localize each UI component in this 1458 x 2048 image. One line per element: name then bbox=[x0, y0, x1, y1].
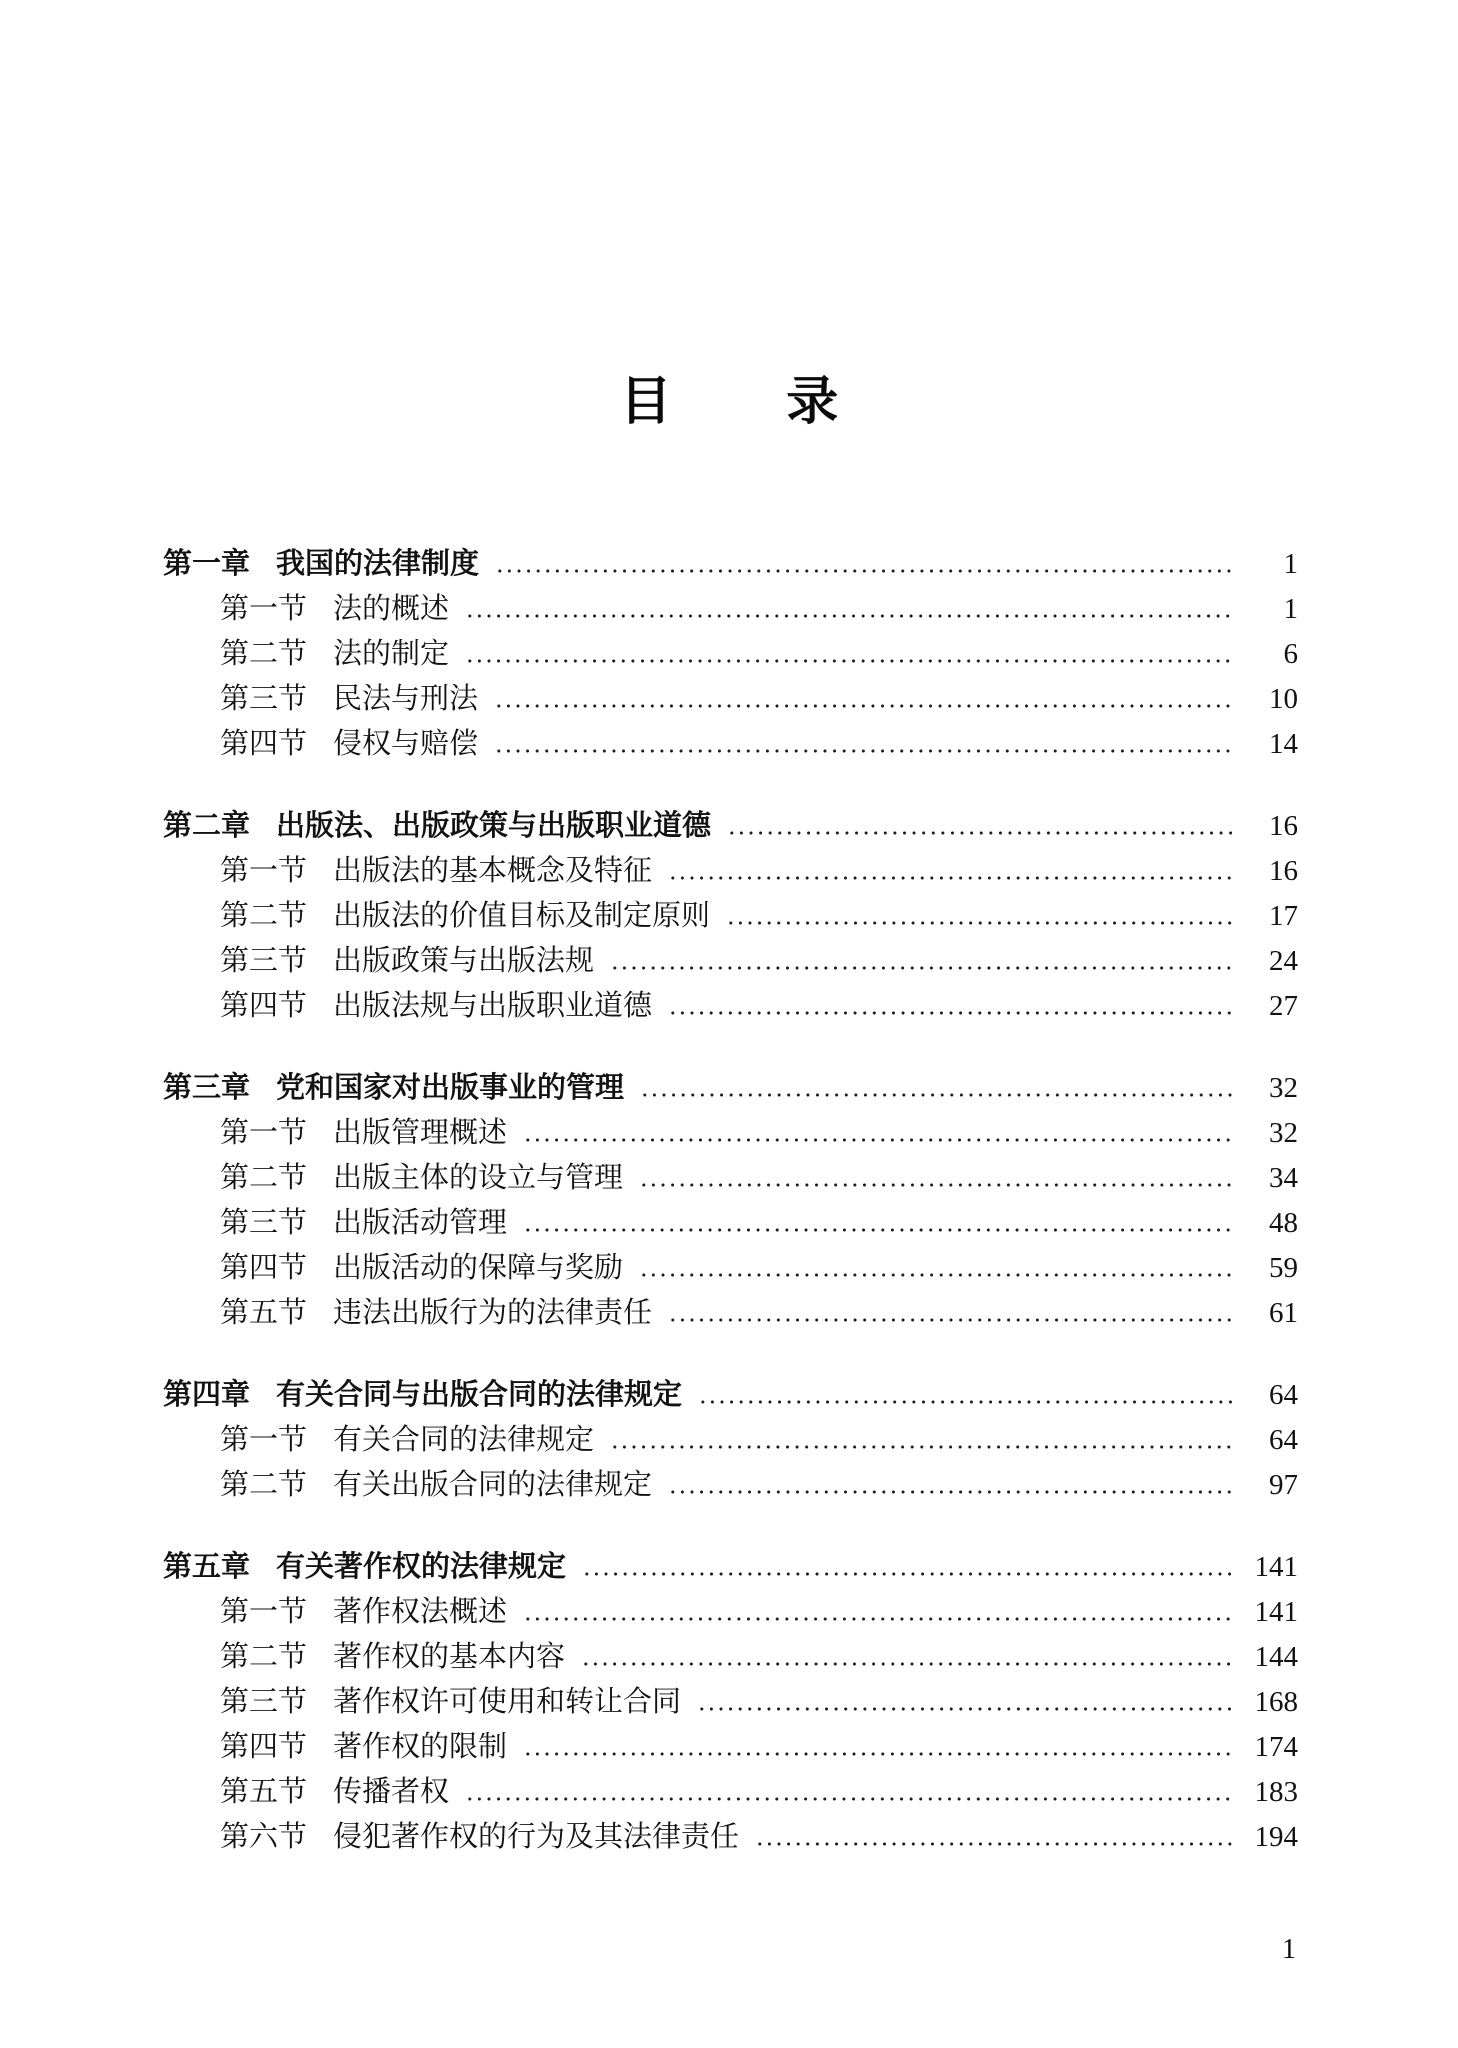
toc-section-row bbox=[0, 1590, 1458, 1635]
page-number: 16 bbox=[1269, 810, 1298, 842]
dot-leader bbox=[582, 1545, 1232, 1590]
dot-leader bbox=[523, 1111, 1232, 1156]
section-title: 出版主体的设立与管理 bbox=[333, 1162, 624, 1194]
toc-section-row bbox=[0, 1770, 1458, 1815]
toc-chapter-row bbox=[0, 542, 1458, 587]
dot-leader bbox=[639, 1156, 1232, 1201]
dot-leader bbox=[494, 677, 1232, 722]
section-number: 第二节 bbox=[220, 1162, 308, 1194]
section-title: 出版法的基本概念及特征 bbox=[333, 855, 653, 887]
chapter-number: 第五章 bbox=[163, 1551, 251, 1583]
dot-leader bbox=[640, 1066, 1232, 1111]
chapter-block bbox=[0, 804, 1458, 1029]
toc-section-row bbox=[0, 984, 1458, 1029]
dot-leader bbox=[610, 939, 1232, 984]
section-number: 第一节 bbox=[220, 1117, 308, 1149]
page-number: 141 bbox=[1254, 1551, 1298, 1583]
page-number: 24 bbox=[1269, 945, 1298, 977]
page-number: 1 bbox=[1283, 548, 1298, 580]
dot-leader bbox=[668, 849, 1232, 894]
dot-leader bbox=[727, 804, 1232, 849]
toc-section-row bbox=[0, 1291, 1458, 1336]
dot-leader bbox=[639, 1246, 1232, 1291]
toc-section-row bbox=[0, 587, 1458, 632]
toc-chapter-row bbox=[0, 1373, 1458, 1418]
section-number: 第二节 bbox=[220, 900, 308, 932]
section-title: 著作权的基本内容 bbox=[333, 1641, 566, 1673]
dot-leader bbox=[465, 587, 1232, 632]
chapter-block bbox=[0, 1373, 1458, 1508]
page-number: 32 bbox=[1269, 1117, 1298, 1149]
dot-leader bbox=[755, 1815, 1232, 1860]
page-number: 64 bbox=[1269, 1424, 1298, 1456]
chapter-number: 第二章 bbox=[163, 810, 251, 842]
page-number: 32 bbox=[1269, 1072, 1298, 1104]
dot-leader bbox=[581, 1635, 1232, 1680]
section-number: 第五节 bbox=[220, 1297, 308, 1329]
toc-section-row bbox=[0, 1418, 1458, 1463]
toc-list bbox=[0, 542, 1458, 1897]
page-number: 16 bbox=[1269, 855, 1298, 887]
toc-section-row bbox=[0, 939, 1458, 984]
section-number: 第一节 bbox=[220, 593, 308, 625]
section-number: 第一节 bbox=[220, 1424, 308, 1456]
section-number: 第六节 bbox=[220, 1821, 308, 1853]
dot-leader bbox=[668, 1291, 1232, 1336]
dot-leader bbox=[495, 542, 1232, 587]
toc-section-row bbox=[0, 1635, 1458, 1680]
dot-leader bbox=[523, 1201, 1232, 1246]
section-number: 第三节 bbox=[220, 1686, 308, 1718]
chapter-number: 第四章 bbox=[163, 1379, 251, 1411]
page-number: 14 bbox=[1269, 728, 1298, 760]
dot-leader bbox=[465, 1770, 1232, 1815]
toc-section-row bbox=[0, 1156, 1458, 1201]
toc-chapter-row bbox=[0, 1066, 1458, 1111]
section-title: 出版活动的保障与奖励 bbox=[333, 1252, 624, 1284]
chapter-title: 党和国家对出版事业的管理 bbox=[276, 1072, 625, 1104]
toc-chapter-row bbox=[0, 1545, 1458, 1590]
dot-leader bbox=[494, 722, 1232, 767]
section-title: 民法与刑法 bbox=[333, 683, 479, 715]
dot-leader bbox=[697, 1680, 1232, 1725]
section-number: 第一节 bbox=[220, 1596, 308, 1628]
dot-leader bbox=[668, 984, 1232, 1029]
toc-section-row bbox=[0, 1463, 1458, 1508]
page-number: 183 bbox=[1254, 1776, 1298, 1808]
page-number: 168 bbox=[1254, 1686, 1298, 1718]
toc-section-row bbox=[0, 677, 1458, 722]
page-title: 目 录 bbox=[619, 373, 839, 431]
page-number: 17 bbox=[1269, 900, 1298, 932]
toc-chapter-row bbox=[0, 804, 1458, 849]
dot-leader bbox=[668, 1463, 1232, 1508]
section-number: 第五节 bbox=[220, 1776, 308, 1808]
section-number: 第四节 bbox=[220, 728, 308, 760]
chapter-block bbox=[0, 1066, 1458, 1336]
dot-leader bbox=[465, 632, 1232, 677]
toc-section-row bbox=[0, 1111, 1458, 1156]
dot-leader bbox=[726, 894, 1232, 939]
section-number: 第二节 bbox=[220, 638, 308, 670]
section-title: 违法出版行为的法律责任 bbox=[333, 1297, 653, 1329]
section-number: 第三节 bbox=[220, 945, 308, 977]
toc-section-row bbox=[0, 632, 1458, 677]
section-number: 第三节 bbox=[220, 683, 308, 715]
page-number: 59 bbox=[1269, 1252, 1298, 1284]
section-title: 出版法规与出版职业道德 bbox=[333, 990, 653, 1022]
page-number: 97 bbox=[1269, 1469, 1298, 1501]
section-title: 有关出版合同的法律规定 bbox=[333, 1469, 653, 1501]
dot-leader bbox=[523, 1725, 1232, 1770]
folio-page-number: 1 bbox=[1282, 1934, 1296, 1965]
chapter-title: 出版法、出版政策与出版职业道德 bbox=[276, 810, 712, 842]
section-title: 著作权法概述 bbox=[333, 1596, 508, 1628]
section-title: 法的制定 bbox=[333, 638, 450, 670]
toc-section-row bbox=[0, 849, 1458, 894]
section-number: 第三节 bbox=[220, 1207, 308, 1239]
dot-leader bbox=[610, 1418, 1232, 1463]
section-number: 第一节 bbox=[220, 855, 308, 887]
toc-section-row bbox=[0, 1680, 1458, 1725]
page-number: 64 bbox=[1269, 1379, 1298, 1411]
toc-section-row bbox=[0, 1246, 1458, 1291]
page-number: 27 bbox=[1269, 990, 1298, 1022]
chapter-title: 有关合同与出版合同的法律规定 bbox=[276, 1379, 683, 1411]
section-title: 侵犯著作权的行为及其法律责任 bbox=[333, 1821, 740, 1853]
section-title: 著作权许可使用和转让合同 bbox=[333, 1686, 682, 1718]
page-number: 48 bbox=[1269, 1207, 1298, 1239]
toc-section-row bbox=[0, 1201, 1458, 1246]
chapter-block bbox=[0, 542, 1458, 767]
toc-section-row bbox=[0, 1815, 1458, 1860]
section-number: 第四节 bbox=[220, 1252, 308, 1284]
section-number: 第二节 bbox=[220, 1641, 308, 1673]
page-number: 144 bbox=[1254, 1641, 1298, 1673]
page-number: 10 bbox=[1269, 683, 1298, 715]
section-title: 传播者权 bbox=[333, 1776, 450, 1808]
chapter-title: 有关著作权的法律规定 bbox=[276, 1551, 567, 1583]
page-number: 6 bbox=[1283, 638, 1298, 670]
page-number: 141 bbox=[1254, 1596, 1298, 1628]
page-number: 174 bbox=[1254, 1731, 1298, 1763]
section-title: 著作权的限制 bbox=[333, 1731, 508, 1763]
section-title: 出版政策与出版法规 bbox=[333, 945, 595, 977]
page-number: 1 bbox=[1283, 593, 1298, 625]
dot-leader bbox=[523, 1590, 1232, 1635]
section-title: 法的概述 bbox=[333, 593, 450, 625]
section-number: 第四节 bbox=[220, 990, 308, 1022]
page-number: 61 bbox=[1269, 1297, 1298, 1329]
section-title: 侵权与赔偿 bbox=[333, 728, 479, 760]
page-number: 34 bbox=[1269, 1162, 1298, 1194]
toc-section-row bbox=[0, 722, 1458, 767]
chapter-number: 第一章 bbox=[163, 548, 251, 580]
dot-leader bbox=[698, 1373, 1232, 1418]
section-title: 出版管理概述 bbox=[333, 1117, 508, 1149]
chapter-title: 我国的法律制度 bbox=[276, 548, 480, 580]
chapter-block bbox=[0, 1545, 1458, 1860]
toc-section-row bbox=[0, 894, 1458, 939]
toc-section-row bbox=[0, 1725, 1458, 1770]
section-title: 出版法的价值目标及制定原则 bbox=[333, 900, 711, 932]
page-number: 194 bbox=[1254, 1821, 1298, 1853]
section-number: 第四节 bbox=[220, 1731, 308, 1763]
chapter-number: 第三章 bbox=[163, 1072, 251, 1104]
section-title: 出版活动管理 bbox=[333, 1207, 508, 1239]
section-number: 第二节 bbox=[220, 1469, 308, 1501]
section-title: 有关合同的法律规定 bbox=[333, 1424, 595, 1456]
